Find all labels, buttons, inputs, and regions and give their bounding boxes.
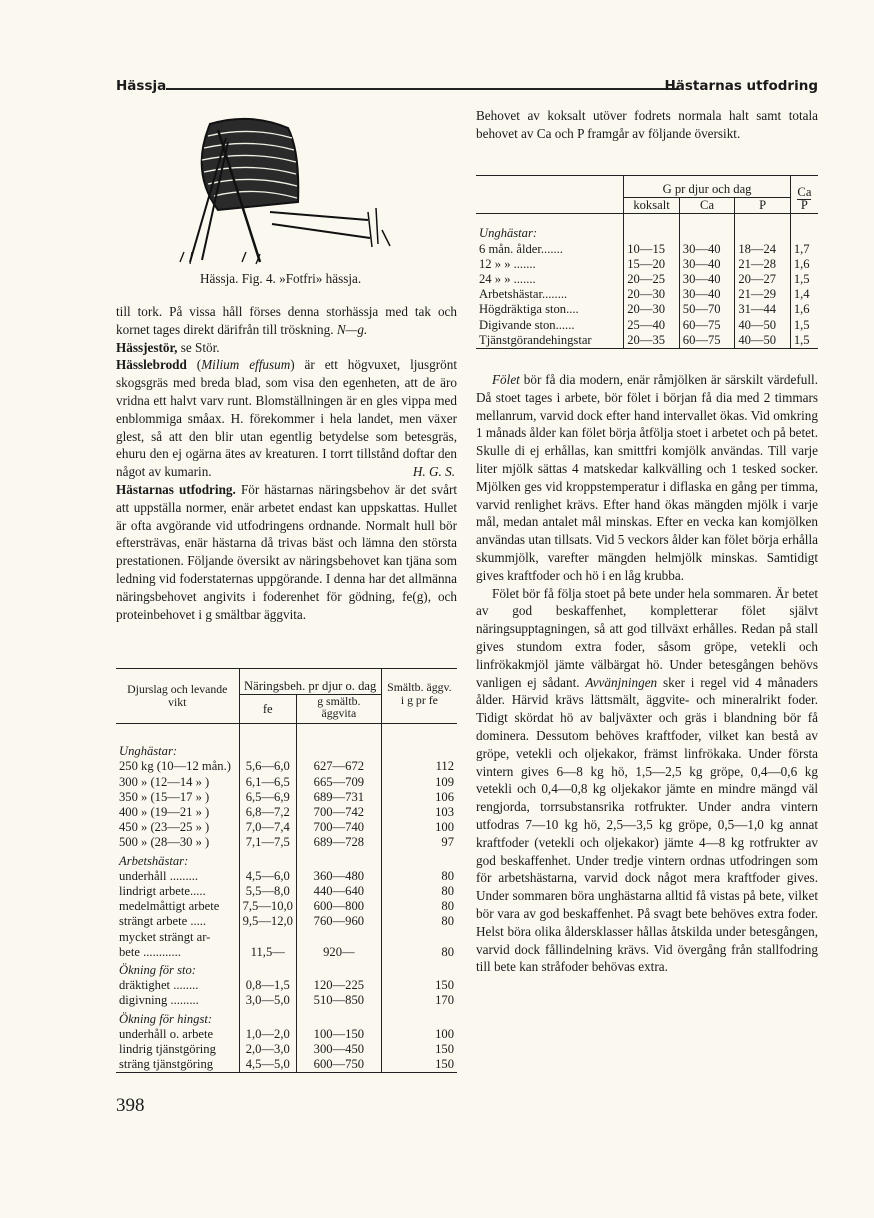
cell (381, 851, 457, 869)
cell (296, 1009, 381, 1027)
table-cell: 7,0—7,4 (239, 820, 296, 835)
table-row (476, 318, 818, 333)
col-header-group: G pr djur och dag (624, 176, 791, 198)
table-cell: 80 (381, 914, 457, 929)
table-cell: 15—20 (624, 257, 680, 272)
cell (239, 724, 296, 760)
table-cell: 20—30 (624, 287, 680, 302)
table-cell: 80 (381, 945, 457, 960)
table-cell: 97 (381, 835, 457, 850)
table-cell (239, 930, 296, 945)
table-cell: 1,0—2,0 (239, 1027, 296, 1042)
table-cell: 665—709 (296, 775, 381, 790)
col-header-ca: Ca (679, 198, 735, 214)
table-cell: 12 » » ....... (479, 256, 536, 271)
table-cell: underhåll o. arbete (119, 1026, 214, 1041)
table-cell: 6,5—6,9 (239, 790, 296, 805)
table-cell: 400 » (19—21 » ) (119, 805, 210, 820)
text-span: till tork. På vissa håll förses denna storhässja med tak och kornet tages direkt därifrån till tröskning. (116, 304, 457, 337)
table-cell: 500 » (28—30 » ) (119, 835, 210, 850)
table-cell: 9,5—12,0 (239, 914, 296, 929)
table-cell: Högdräktiga ston.... (479, 302, 579, 317)
col-header-empty (476, 176, 624, 214)
text-span: För hästarnas näringsbehov är det svårt att uppställa normer, enär arbetet endast kan uppskattas. Hullet är ofta avgörande vid utfodringens ordnande. Normalt hull bör eftersträvas, enär hästarna då trivas bäst och lämna den största prestationen. Följande översikt av näringsbehovet kan tjäna som ledning vid foderstaternas uppgörande. I denna har det allmänna näringsbehovet angivits i foderenhet för gödning, fe(g), och proteinbehovet i g smältbar äggvita. (116, 481, 458, 622)
cell (239, 851, 296, 869)
table-cell: 60—75 (679, 333, 735, 348)
table-cell: 100 (381, 820, 457, 835)
table-cell: 1,5 (790, 333, 818, 348)
table-row (116, 1027, 457, 1042)
section-row (116, 724, 457, 760)
section-row (476, 214, 818, 242)
table-cell: strängt arbete ..... (119, 914, 207, 929)
table-cell: 627—672 (296, 759, 381, 774)
table-row (116, 993, 457, 1008)
table-cell: sträng tjänstgöring (119, 1057, 214, 1072)
table-cell: 300—450 (296, 1042, 381, 1057)
cell (381, 960, 457, 978)
table-cell: 1,4 (790, 287, 818, 302)
table-cell: 60—75 (679, 318, 735, 333)
text-span: se Stör. (180, 339, 220, 355)
table-header-row (476, 176, 818, 198)
page-number: 398 (116, 1095, 145, 1116)
table-cell: 4,5—5,0 (239, 1057, 296, 1072)
cell (296, 724, 381, 760)
cell (381, 1009, 457, 1027)
table-cell: underhåll ......... (119, 868, 199, 883)
table-cell: 7,5—10,0 (239, 899, 296, 914)
table-cell: 40—50 (735, 333, 791, 348)
table-cell: 106 (381, 790, 457, 805)
col-header-djurslag: Djurslag och levande vikt (116, 669, 239, 724)
table-body (476, 242, 818, 348)
running-header-left: Hässja (116, 78, 167, 94)
table-cell: 103 (381, 805, 457, 820)
table-cell (296, 930, 381, 945)
table-cell: 440—640 (296, 884, 381, 899)
table-cell: 21—29 (735, 287, 791, 302)
table-cell: mycket strängt ar- (119, 929, 211, 944)
table-row (116, 884, 457, 899)
table-body (116, 724, 457, 1073)
cell (239, 1009, 296, 1027)
paragraph-folet-bete (476, 585, 818, 977)
table-cell: 30—40 (679, 257, 735, 272)
cell (381, 724, 457, 760)
entry-head: Fölet (492, 372, 520, 387)
nutrition-table (116, 668, 457, 1073)
table-cell: 120—225 (296, 978, 381, 993)
table-cell: 6,8—7,2 (239, 805, 296, 820)
table-header-row (116, 669, 457, 695)
section-title: Arbetshästar: (119, 853, 189, 868)
cell (790, 214, 818, 242)
table-cell: 30—40 (679, 287, 735, 302)
paragraph-hasslebrodd (116, 356, 457, 481)
table-row (476, 333, 818, 348)
figure-caption: Hässja. Fig. 4. »Fotfri» hässja. (200, 271, 362, 286)
table-cell: 18—24 (735, 242, 791, 257)
table-cell: 100 (381, 1027, 457, 1042)
cell (296, 960, 381, 978)
table-cell: 510—850 (296, 993, 381, 1008)
table-cell: 150 (381, 1057, 457, 1072)
table-row (116, 805, 457, 820)
table-row (116, 978, 457, 993)
paragraph-folet (476, 371, 818, 585)
table-cell: 80 (381, 884, 457, 899)
table-cell: 21—28 (735, 257, 791, 272)
table-row (476, 302, 818, 317)
table-cell: 1,5 (790, 318, 818, 333)
latin-name: Milium effusum (201, 357, 291, 373)
table-cell: 760—960 (296, 914, 381, 929)
table-cell: 20—35 (624, 333, 680, 348)
section-title: Ökning för hingst: (119, 1011, 213, 1026)
entry-head: Hästarnas utfodring. (116, 481, 236, 497)
left-column-text (116, 303, 457, 623)
table-cell: 150 (381, 1042, 457, 1057)
table-cell: 20—27 (735, 272, 791, 287)
table-cell: Arbetshästar........ (479, 287, 568, 302)
italic-term: Avvänjningen (585, 674, 658, 690)
table-cell: 360—480 (296, 869, 381, 884)
table-cell: 150 (381, 978, 457, 993)
table-row (116, 1042, 457, 1057)
hassja-illustration (170, 112, 410, 272)
section-title: Unghästar: (479, 226, 538, 241)
ratio-bottom: P (800, 198, 808, 212)
table-cell: 40—50 (735, 318, 791, 333)
text-span: bör få dia modern, enär råmjölken är särskilt värdefull. Då stoet tages i arbete, bör fölet i början få dia med 2 timmars mellanrum, varvid dock efter hand intervallet ökas. Vid omkring 1 månads ålder kan fölet börja åtfölja stoet i arbetet och på betet. Skulle di ej erhållas, kan smittfri komjölk användas. Till varje liter mjölk sättas 4 matskedar kalkvälling och 1 tesked socker. Mjölken ges vid kroppstemperatur i diflaska en gång per timma, varvid renlighet krävs. Efter hand ökas mängden mjölk i varje mål, medan antalet mål minskas. Efter en vecka kan komjölken användas utan tillsats. Vid 5 veckors ålder kan fölet börja erhålla skummjölk, varefter mängden helmjölk minskas. Samtidigt gives kraftfoder och hö i en låg krubba. (476, 372, 818, 583)
table-cell: 689—728 (296, 835, 381, 850)
table-cell: 80 (381, 899, 457, 914)
col-header-koksalt: koksalt (624, 198, 680, 214)
table-row (116, 835, 457, 850)
table-cell: 5,5—8,0 (239, 884, 296, 899)
table-row (116, 914, 457, 929)
table-cell: 700—740 (296, 820, 381, 835)
mineral-table (476, 175, 818, 349)
entry-head: Hässlebrodd (116, 357, 187, 373)
col-header-p: P (735, 198, 791, 214)
table-cell: 250 kg (10—12 mån.) (119, 759, 231, 774)
table-cell: 920— (296, 945, 381, 960)
right-intro: Behovet av koksalt utöver fodrets normala halt samt totala behovet av Ca och P framgår av följande översikt. (476, 108, 818, 141)
table-row (116, 869, 457, 884)
cell (239, 960, 296, 978)
section-title: Unghästar: (119, 744, 178, 759)
table-cell: 450 » (23—25 » ) (119, 820, 210, 835)
table-cell: 7,1—7,5 (239, 835, 296, 850)
section-title: Ökning för sto: (119, 963, 196, 978)
table-cell: 700—742 (296, 805, 381, 820)
table-cell: 30—40 (679, 242, 735, 257)
table-cell: 20—30 (624, 302, 680, 317)
table-cell: 31—44 (735, 302, 791, 317)
table-cell: 0,8—1,5 (239, 978, 296, 993)
table-cell: 11,5— (239, 945, 296, 960)
table-row (116, 790, 457, 805)
cell (296, 851, 381, 869)
table-cell: 600—800 (296, 899, 381, 914)
table-cell: 1,7 (790, 242, 818, 257)
table-row (116, 759, 457, 774)
section-row (116, 851, 457, 869)
table-cell: 300 » (12—14 » ) (119, 774, 210, 789)
table-cell: 1,6 (790, 257, 818, 272)
table-row (476, 242, 818, 257)
table-cell: 1,5 (790, 272, 818, 287)
table-row (116, 1057, 457, 1072)
section-row (116, 1009, 457, 1027)
text-span: ( (196, 357, 202, 373)
table-row (116, 945, 457, 960)
table-cell: 6,1—6,5 (239, 775, 296, 790)
table-cell: dräktighet ........ (119, 978, 199, 993)
header-rule (166, 88, 678, 90)
table-cell: 20—25 (624, 272, 680, 287)
table-cell: lindrig tjänstgöring (119, 1042, 216, 1057)
table-cell: 100—150 (296, 1027, 381, 1042)
col-header-fe: fe (239, 695, 296, 724)
table-cell: 25—40 (624, 318, 680, 333)
text-span: sker i regel vid 4 månaders ålder. Härvid krävs lättsmält, äggvite- och mineralrikt foder. Tidigt skördat hö av baljväxter och gräs i blandning bör få dominera. Dessutom behöves kraftfoder, vilket kan bestå av gröpe, vetekli och oljekakor, främst linfrökaka. Under första vintern gives 6—8 kg hö, 1,5—2,5 kg gröpe, 0,4—0,6 kg vetekli och 0,4—0,8 kg oljekakor jämte en mindre mängd väl rengjorda, torrsubstansrika rotfrukter. Under andra vintern utfodras 7—10 kg hö, 2,5—3,5 kg gröpe, 0,5—1,0 kg annat kraftfoder (vetekli och oljekakor) jämte 4—8 kg rotfrukter av god beskaffenhet. Under tredje vintern ordnas utfodringen som för arbetshästarna, varvid dock något mera kraftfoder gives. Under sommaren böra unghästarna alltid få vistas på bete, vilket bör vara av god beskaffenhet. På svagt bete behöves extra foder. Helst böra olika åldersklasser hållas åtskilda under betesgången, varvid dock fållindelning krävs. Vid övergång från stallfodring till bete kan stråfoder behövas extra. (476, 674, 819, 975)
paragraph-hassjestor (116, 339, 457, 357)
table-row (116, 775, 457, 790)
table-cell: 10—15 (624, 242, 680, 257)
table-cell: 170 (381, 993, 457, 1008)
table-row (116, 930, 457, 945)
table-row (116, 899, 457, 914)
table-cell: 30—40 (679, 272, 735, 287)
signature: N—g. (336, 321, 368, 337)
table-cell: 3,0—5,0 (239, 993, 296, 1008)
table-cell: Digivande ston...... (479, 317, 575, 332)
table-cell: 6 mån. ålder....... (479, 241, 563, 256)
table-cell: 4,5—6,0 (239, 869, 296, 884)
entry-head: Hässjestör, (116, 339, 178, 355)
signature: H. G. S. (412, 464, 455, 480)
table-cell: 50—70 (679, 302, 735, 317)
table-row (476, 257, 818, 272)
table-cell: lindrigt arbete..... (119, 884, 206, 899)
table-cell: medelmåttigt arbete (119, 899, 220, 914)
table-cell: 2,0—3,0 (239, 1042, 296, 1057)
table-cell: 112 (381, 759, 457, 774)
running-header-right: Hästarnas utfodring (664, 78, 818, 94)
table-cell: 24 » » ....... (479, 272, 536, 287)
table-row (116, 820, 457, 835)
paragraph-hassja-cont (116, 303, 457, 339)
table-cell: 600—750 (296, 1057, 381, 1072)
table-cell: digivning ......... (119, 993, 199, 1008)
text-span: Fölet bör få följa stoet på bete under hela sommaren. Är betet av god beskaffenhet, kompletterar fölet självt näringsupptagningen, så att god tillväxt erhålles. Redan på stall gives stundom extra foder, såsom gröpe, vetekli och linfrökakmjöl jämte välbärgat hö. Under betesgången behövs vanligen ej sådant. (476, 585, 818, 690)
table-row (476, 272, 818, 287)
right-column-text (476, 371, 818, 976)
col-header-group: Näringsbeh. pr djur o. dag (239, 669, 381, 695)
table-row (476, 287, 818, 302)
cell (679, 214, 735, 242)
table-cell: 80 (381, 869, 457, 884)
text-span: ) är ett högvuxet, ljusgrönt skogsgräs med breda blad, som visa den egenheten, att de äro vridna ett halvt varv runt. Blomställningen är en gles vippa med enblommiga småax. H. förekommer i hela landet, men växer glest, så att den blir utan egentlig betydelse som betesgräs, ehuru den ej ogärna ätes av kreaturen. I torrt tillstånd doftar den något av kumarin. (116, 357, 457, 480)
col-header-ratio (790, 176, 818, 214)
table-cell: bete ............ (119, 944, 181, 959)
cell (735, 214, 791, 242)
table-cell: 689—731 (296, 790, 381, 805)
table-cell: Tjänstgörandehingstar (479, 332, 592, 347)
table-cell: 109 (381, 775, 457, 790)
paragraph-hastarnas-utfodring (116, 481, 457, 623)
table-cell: 1,6 (790, 302, 818, 317)
table-cell: 350 » (15—17 » ) (119, 789, 210, 804)
ratio-top: Ca (797, 185, 812, 199)
cell (624, 214, 680, 242)
section-row (116, 960, 457, 978)
table-cell (381, 930, 457, 945)
col-header-ratio: Smältb. äggv. i g pr fe (381, 669, 457, 724)
col-header-smaltb: g smältb. äggvita (296, 695, 381, 724)
table-cell: 5,6—6,0 (239, 759, 296, 774)
